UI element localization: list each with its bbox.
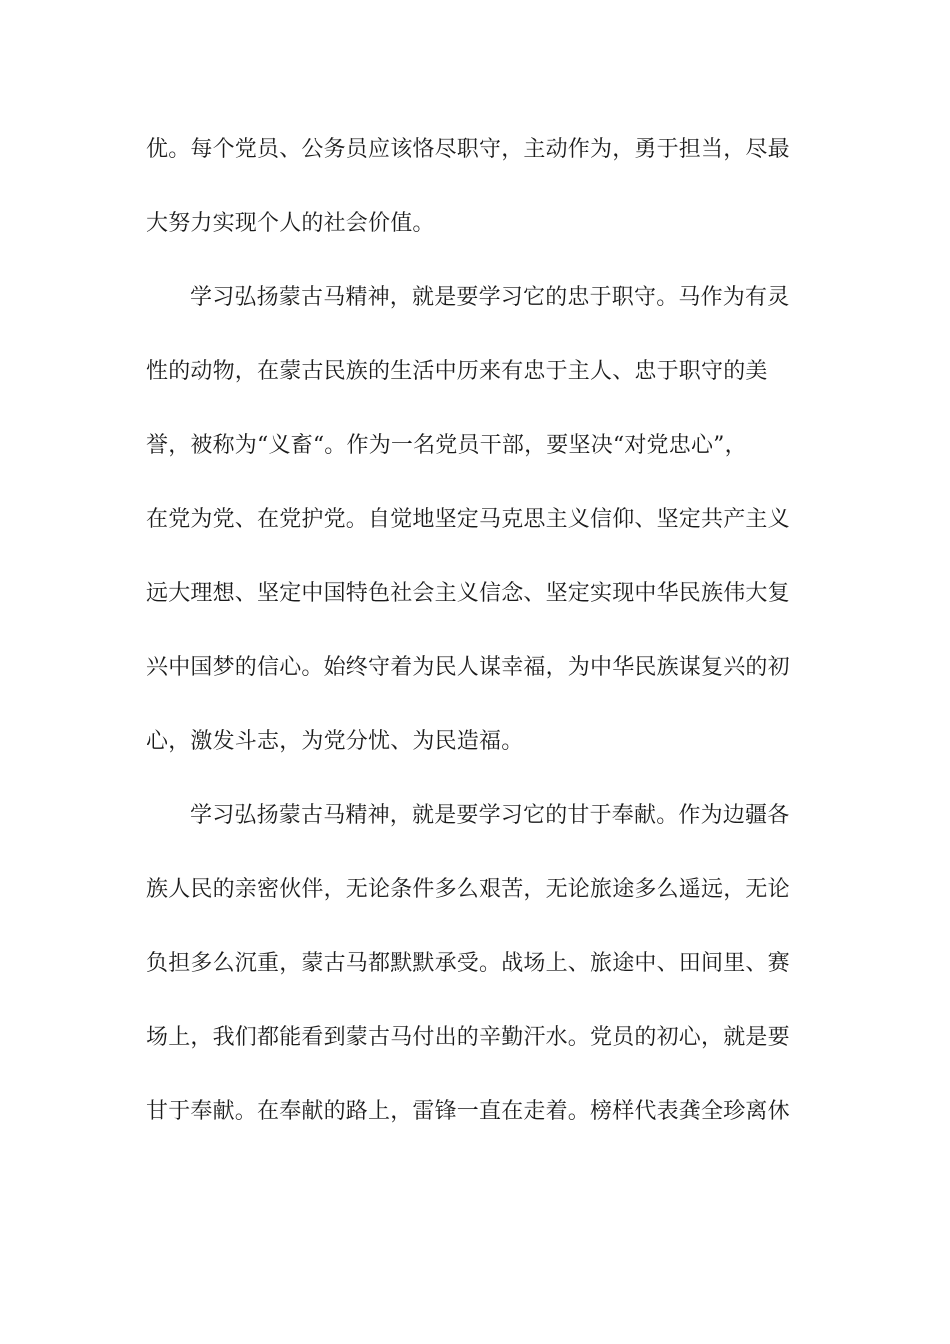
text-line: 兴中国梦的信心。始终守着为民人谋幸福，为中华民族谋复兴的初 <box>146 655 790 680</box>
text-line: 场上，我们都能看到蒙古马付出的辛勤汗水。党员的初心，就是要 <box>146 1025 790 1050</box>
paragraph-start-line: 学习弘扬蒙古马精神，就是要学习它的甘于奉献。作为边疆各 <box>190 803 790 828</box>
text-line: 誉，被称为“义畜“。作为一名党员干部，要坚决“对党忠心”， <box>146 433 747 458</box>
body-text <box>146 124 806 1160</box>
text-line: 大努力实现个人的社会价值。 <box>146 211 435 236</box>
text-line: 性的动物，在蒙古民族的生活中历来有忠于主人、忠于职守的美 <box>146 359 768 384</box>
text-line: 优。每个党员、公务员应该恪尽职守，主动作为，勇于担当，尽最 <box>146 137 790 162</box>
paragraph-start-line: 学习弘扬蒙古马精神，就是要学习它的忠于职守。马作为有灵 <box>190 285 790 310</box>
text-line: 负担多么沉重，蒙古马都默默承受。战场上、旅途中、田间里、赛 <box>146 951 790 976</box>
text-line: 心，激发斗志，为党分忧、为民造福。 <box>146 729 524 754</box>
text-line: 族人民的亲密伙伴，无论条件多么艰苦，无论旅途多么遥远，无论 <box>146 877 790 902</box>
text-line: 在党为党、在党护党。自觉地坚定马克思主义信仰、坚定共产主义 <box>146 507 790 532</box>
text-line: 远大理想、坚定中国特色社会主义信念、坚定实现中华民族伟大复 <box>146 581 790 606</box>
text-line: 甘于奉献。在奉献的路上，雷锋一直在走着。榜样代表龚全珍离休 <box>146 1099 790 1124</box>
